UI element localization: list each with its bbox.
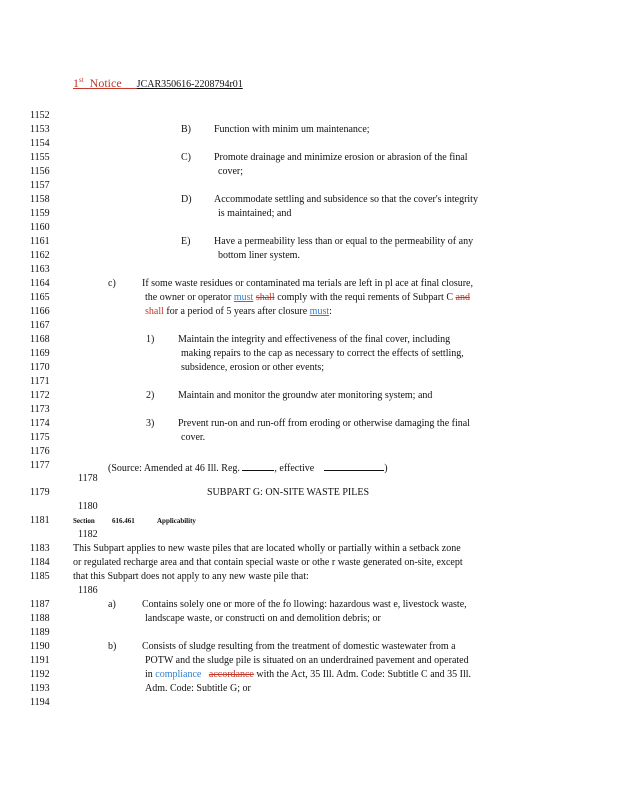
inserted-text: compliance [155,669,202,680]
subitem-text: Maintain and monitor the groundw ater monitoring system; and [178,390,433,401]
list-text: Contains solely one or more of the fo llowing: hazardous wast e, livestock waste, [142,599,467,610]
line-number: 1193 [30,683,50,694]
line-number: 1153 [30,124,50,135]
line-number: 1162 [30,250,50,261]
body-text: This Subpart applies to new waste piles that are located wholly or partially within a setback zone [73,543,461,554]
item-text: bottom liner system. [218,250,300,261]
list-text: landscape waste, or constructi on and demolition debris; or [145,613,381,624]
inserted-text: must [233,292,254,303]
item-text: Promote drainage and minimize erosion or abrasion of the final [214,152,468,163]
line-number: 1173 [30,404,50,415]
subitem-text: making repairs to the cap as necessary to correct the effects of settling, [181,348,464,359]
line-number: 1168 [30,334,50,345]
line-number: 1161 [30,236,50,247]
line-number: 1157 [30,180,50,191]
inline-line-number: 1180 [78,501,98,512]
list-text: in compliance accordance with the Act, 35 Ill. Adm. Code: Subtitle C and 35 Ill. [145,669,472,680]
item-text: is maintained; and [218,208,292,219]
line-number: 1174 [30,418,50,429]
line-number: 1166 [30,306,50,317]
paragraph-text: shall for a period of 5 years after closure must: [145,306,332,317]
line-number: 1177 [30,460,50,471]
line-number: 1171 [30,376,50,387]
line-number: 1176 [30,446,50,457]
line-number: 1187 [30,599,50,610]
line-number: 1181 [30,515,50,526]
subitem-label: 2) [146,390,155,401]
line-number: 1191 [30,655,50,666]
item-label: C) [181,152,191,163]
line-number: 1172 [30,390,50,401]
item-text: Accommodate settling and subsidence so that the cover's integrity [214,194,478,205]
subitem-label: 1) [146,334,155,345]
line-number: 1156 [30,166,50,177]
inline-line-number: 1186 [78,585,98,596]
line-number: 1163 [30,264,50,275]
line-number: 1160 [30,222,50,233]
subpart-heading: SUBPART G: ON-SITE WASTE PILES [207,487,370,498]
line-number: 1184 [30,557,50,568]
subitem-label: 3) [146,418,155,429]
line-number: 1155 [30,152,50,163]
inline-line-number: 1182 [78,529,98,540]
document-id: JCAR350616-2208794r01 [136,79,243,90]
section-title: Applicability [157,517,196,525]
deleted-text: shall [255,292,275,303]
line-number: 1189 [30,627,50,638]
deleted-text: accordance [208,669,254,680]
item-label: E) [181,236,191,247]
line-number: 1192 [30,669,50,680]
section-number: 616.461 [112,517,135,525]
line-number: 1190 [30,641,50,652]
notice-label: 1st Notice [73,76,122,90]
body-text: or regulated recharge area and that contain special waste or othe r waste generated on-site, except [73,557,463,568]
item-text: Function with minim um maintenance; [214,124,370,135]
line-number: 1188 [30,613,50,624]
list-label: a) [108,599,116,610]
paragraph-text: the owner or operator must shall comply with the requi rements of Subpart C and [145,292,470,303]
deleted-text: and [455,292,470,303]
line-number: 1159 [30,208,50,219]
section-label: Section [73,517,95,525]
line-number: 1179 [30,487,50,498]
notice-header [73,76,243,91]
subitem-text: subsidence, erosion or other events; [181,362,325,373]
item-label: B) [181,124,191,135]
item-label: D) [181,194,192,205]
line-number: 1183 [30,543,50,554]
source-note: (Source: Amended at 46 Ill. Reg. , effective ) [108,463,388,474]
list-text: Adm. Code: Subtitle G; or [145,683,251,694]
date-blank [324,461,384,471]
line-number: 1185 [30,571,50,582]
line-number: 1164 [30,278,50,289]
line-number: 1170 [30,362,50,373]
body-text: that this Subpart does not apply to any new waste pile that: [73,571,309,582]
line-number: 1154 [30,138,50,149]
line-number: 1165 [30,292,50,303]
paragraph-label: c) [108,278,116,289]
item-text: cover; [218,166,243,177]
inserted-text: must [309,306,330,317]
subitem-text: Maintain the integrity and effectiveness of the final cover, including [178,334,451,345]
line-number: 1194 [30,697,50,708]
line-number: 1158 [30,194,50,205]
line-number: 1152 [30,110,50,121]
list-label: b) [108,641,117,652]
date-blank [242,461,274,471]
subitem-text: Prevent run-on and run-off from eroding or otherwise damaging the final [178,418,470,429]
line-number: 1169 [30,348,50,359]
inline-line-number: 1178 [78,473,98,484]
line-number: 1175 [30,432,50,443]
inserted-text: shall [145,306,164,317]
list-text: Consists of sludge resulting from the treatment of domestic wastewater from a [142,641,456,652]
subitem-text: cover. [181,432,206,443]
item-text: Have a permeability less than or equal to the permeability of any [214,236,474,247]
paragraph-text: If some waste residues or contaminated ma terials are left in pl ace at final closure, [142,278,473,289]
line-number: 1167 [30,320,50,331]
list-text: POTW and the sludge pile is situated on an underdrained pavement and operated [145,655,469,666]
